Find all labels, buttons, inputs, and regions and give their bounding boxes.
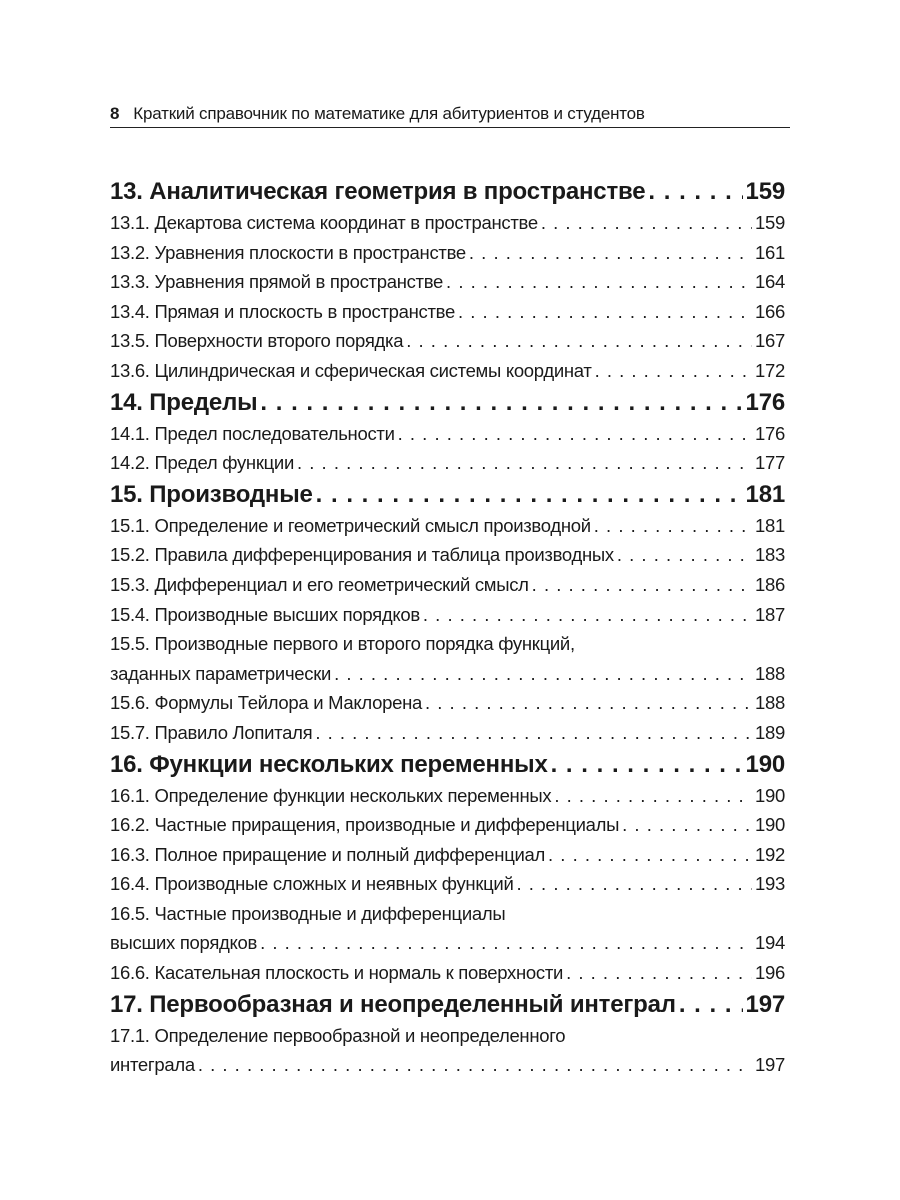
toc-section-page: 181: [755, 514, 785, 536]
toc-section: [110, 238, 785, 268]
toc-chapter-title: 16. Функции нескольких переменных: [110, 750, 548, 778]
toc-chapter: [110, 386, 785, 419]
dot-leader: [469, 238, 752, 268]
toc-chapter: [110, 175, 785, 208]
toc-section-page: 161: [755, 241, 785, 263]
table-of-contents: [110, 175, 785, 1080]
dot-leader: [198, 1050, 752, 1080]
toc-section-page: 187: [755, 603, 785, 625]
dot-leader: [423, 600, 752, 630]
toc-chapter-title: 15. Производные: [110, 480, 313, 508]
toc-section-page: 188: [755, 692, 785, 714]
toc-section-title: 15.4. Производные высших порядков: [110, 603, 420, 625]
toc-section: [110, 958, 785, 988]
toc-section-page: 192: [755, 843, 785, 865]
dot-leader: [551, 748, 743, 781]
dot-leader: [446, 267, 752, 297]
toc-section: [110, 208, 785, 238]
toc-section: [110, 718, 785, 748]
dot-leader: [297, 448, 752, 478]
toc-section-page: 172: [755, 359, 785, 381]
dot-leader: [458, 297, 752, 327]
toc-section: [110, 297, 785, 327]
toc-chapter-title: 17. Первообразная и неопределенный интеграл: [110, 990, 676, 1018]
toc-chapter: [110, 988, 785, 1021]
toc-section: [110, 419, 785, 449]
toc-chapter-page: 176: [745, 388, 785, 416]
toc-section: [110, 511, 785, 541]
toc-section-title: 13.1. Декартова система координат в пространстве: [110, 212, 538, 233]
toc-section: [110, 570, 785, 600]
toc-section-page: 190: [755, 814, 785, 836]
toc-section: [110, 326, 785, 356]
toc-section-title: 13.4. Прямая и плоскость в пространстве: [110, 300, 455, 322]
toc-section-title: 15.3. Дифференциал и его геометрический смысл: [110, 573, 529, 595]
dot-leader: [260, 386, 742, 419]
toc-section: [110, 600, 785, 630]
dot-leader: [622, 810, 752, 840]
toc-chapter-page: 181: [745, 480, 785, 508]
toc-section-page: 176: [755, 422, 785, 444]
toc-section-title: 14.2. Предел функции: [110, 452, 294, 474]
toc-section-continuation-page: 197: [755, 1054, 785, 1076]
toc-section-title: 15.5. Производные первого и второго порядка функций,: [110, 633, 575, 655]
toc-section-continuation-title: высших порядков: [110, 932, 258, 954]
dot-leader: [517, 869, 753, 899]
toc-section-title: 16.6. Касательная плоскость и нормаль к поверхности: [110, 962, 564, 984]
toc-section-page: 193: [755, 873, 785, 895]
toc-section-continuation-page: 188: [755, 662, 785, 684]
toc-chapter-page: 159: [745, 178, 785, 205]
toc-section-continuation: [110, 928, 785, 958]
dot-leader: [398, 419, 752, 449]
toc-section-page: 159: [755, 212, 785, 233]
dot-leader: [594, 511, 752, 541]
toc-section-continuation: [110, 1050, 785, 1080]
toc-section-page: 186: [755, 573, 785, 595]
dot-leader: [425, 688, 752, 718]
toc-chapter-title: 14. Пределы: [110, 388, 258, 416]
toc-section-continuation: [110, 659, 785, 689]
toc-section-title: 14.1. Предел последовательности: [110, 422, 395, 444]
toc-section-title: 13.6. Цилиндрическая и сферическая системы координат: [110, 359, 592, 381]
toc-section-page: 167: [755, 330, 785, 352]
toc-section-title: 15.1. Определение и геометрический смысл производной: [110, 514, 591, 536]
page-number: 8: [110, 104, 120, 123]
toc-section-continuation-page: 194: [755, 932, 785, 954]
running-header: [110, 100, 790, 128]
toc-section: [110, 899, 785, 929]
toc-section-title: 16.3. Полное приращение и полный дифференциал: [110, 843, 546, 865]
toc-section: [110, 840, 785, 870]
dot-leader: [315, 718, 752, 748]
toc-section-page: 189: [755, 721, 785, 743]
toc-section-title: 13.2. Уравнения плоскости в пространстве: [110, 241, 466, 263]
toc-section-page: 166: [755, 300, 785, 322]
toc-section: [110, 810, 785, 840]
toc-section-page: 190: [755, 784, 785, 806]
dot-leader: [532, 570, 752, 600]
toc-section: [110, 356, 785, 386]
toc-section-title: 13.3. Уравнения прямой в пространстве: [110, 271, 444, 293]
toc-section-title: 15.6. Формулы Тейлора и Маклорена: [110, 692, 422, 714]
toc-chapter: [110, 478, 785, 511]
toc-section: [110, 1021, 785, 1051]
dot-leader: [260, 928, 752, 958]
toc-section: [110, 267, 785, 297]
dot-leader: [334, 659, 752, 689]
toc-section-title: 16.1. Определение функции нескольких переменных: [110, 784, 552, 806]
dot-leader: [617, 540, 752, 570]
toc-section-continuation-title: интеграла: [110, 1054, 195, 1076]
toc-section-continuation-title: заданных параметрически: [110, 662, 332, 684]
toc-section-title: 16.2. Частные приращения, производные и дифференциалы: [110, 814, 620, 836]
dot-leader: [679, 988, 743, 1021]
dot-leader: [595, 356, 752, 386]
toc-section: [110, 688, 785, 718]
toc-section-page: 196: [755, 962, 785, 984]
toc-section: [110, 448, 785, 478]
toc-section-title: 15.7. Правило Лопиталя: [110, 721, 313, 743]
toc-section: [110, 629, 785, 659]
toc-section-page: 183: [755, 544, 785, 566]
toc-chapter: [110, 748, 785, 781]
dot-leader: [316, 478, 743, 511]
toc-section-title: 17.1. Определение первообразной и неопределенного: [110, 1024, 566, 1046]
dot-leader: [548, 840, 752, 870]
dot-leader: [541, 208, 752, 238]
toc-section-title: 16.5. Частные производные и дифференциалы: [110, 902, 506, 924]
toc-section: [110, 781, 785, 811]
dot-leader: [648, 175, 742, 208]
toc-chapter-page: 190: [745, 750, 785, 778]
toc-section-title: 15.2. Правила дифференцирования и таблица производных: [110, 544, 614, 566]
dot-leader: [406, 326, 752, 356]
toc-section-page: 164: [755, 271, 785, 293]
running-title: Краткий справочник по математике для абитуриентов и студентов: [133, 104, 645, 123]
toc-section-title: 16.4. Производные сложных и неявных функций: [110, 873, 514, 895]
toc-chapter-title: 13. Аналитическая геометрия в пространстве: [110, 178, 646, 205]
toc-section-title: 13.5. Поверхности второго порядка: [110, 330, 404, 352]
dot-leader: [554, 781, 752, 811]
toc-section-page: 177: [755, 452, 785, 474]
dot-leader: [566, 958, 752, 988]
toc-section: [110, 540, 785, 570]
toc-chapter-page: 197: [745, 990, 785, 1018]
toc-section: [110, 869, 785, 899]
